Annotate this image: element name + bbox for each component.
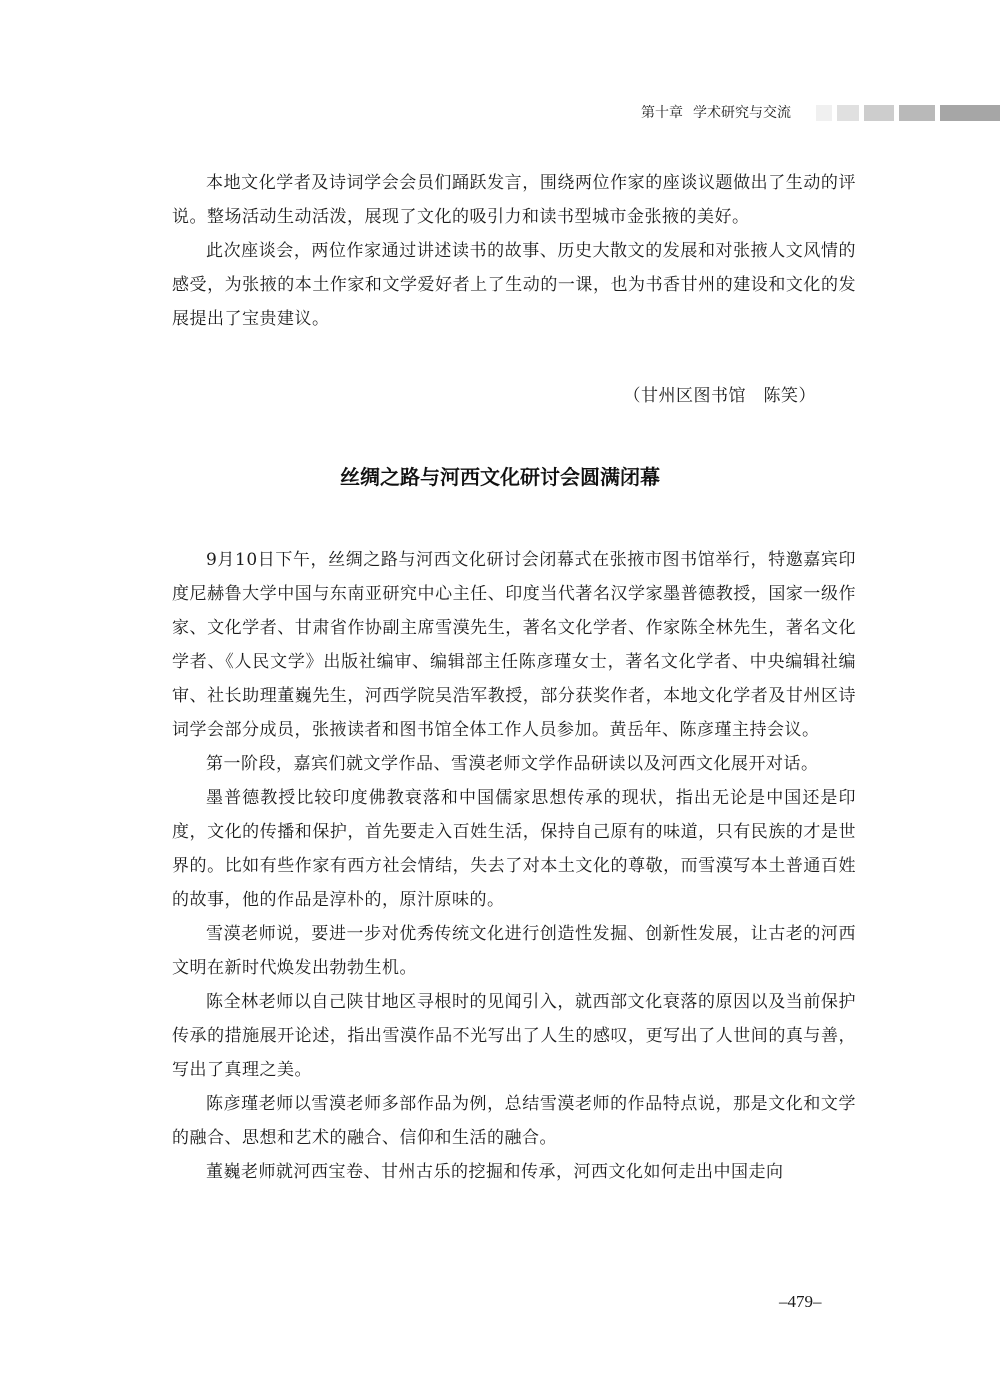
paragraph: 陈彦瑾老师以雪漠老师多部作品为例，总结雪漠老师的作品特点说，那是文化和文学的融合、思想和艺术的融合、信仰和生活的融合。	[172, 1094, 856, 1148]
section-title: 学术研究与交流	[693, 105, 791, 121]
paragraph: 本地文化学者及诗词学会会员们踊跃发言，围绕两位作家的座谈议题做出了生动的评说。整场活动生动活泼，展现了文化的吸引力和读书型城市金张掖的美好。	[172, 173, 856, 227]
paragraph: 董巍老师就河西宝卷、甘州古乐的挖掘和传承，河西文化如何走出中国走向	[206, 1162, 784, 1182]
chapter-number: 第十章	[641, 105, 683, 121]
article-signature: （甘州区图书馆 陈笑）	[623, 386, 816, 406]
running-header	[0, 103, 1000, 123]
chapter-heading	[641, 103, 791, 123]
paragraph: 此次座谈会，两位作家通过讲述读书的故事、历史大散文的发展和对张掖人文风情的感受，为张掖的本土作家和文学爱好者上了生动的一课，也为书香甘州的建设和文化的发展提出了宝贵建议。	[172, 241, 856, 329]
previous-article-ending	[172, 166, 856, 336]
paragraph: 陈全林老师以自己陕甘地区寻根时的见闻引入，就西部文化衰落的原因以及当前保护传承的措施展开论述，指出雪漠作品不光写出了人生的感叹，更写出了人世间的真与善，写出了真理之美。	[172, 992, 856, 1080]
paragraph: 9月10日下午，丝绸之路与河西文化研讨会闭幕式在张掖市图书馆举行，特邀嘉宾印度尼赫鲁大学中国与东南亚研究中心主任、印度当代著名汉学家墨普德教授，国家一级作家、文化学者、甘肃省作协副主席雪漠先生，著名文化学者、作家陈全林先生，著名文化学者、《人民文学》出版社编审、编辑部主任陈彦瑾女士，著名文化学者、中央编辑社编审、社长助理董巍先生，河西学院吴浩军教授，部分获奖作者，本地文化学者及甘州区诗词学会部分成员，张掖读者和图书馆全体工作人员参加。黄岳年、陈彦瑾主持会议。	[172, 550, 856, 740]
paragraph: 墨普德教授比较印度佛教衰落和中国儒家思想传承的现状，指出无论是中国还是印度，文化的传播和保护，首先要走入百姓生活，保持自己原有的味道，只有民族的才是世界的。比如有些作家有西方社会情结，失去了对本土文化的尊敬，而雪漠写本土普通百姓的故事，他的作品是淳朴的，原汁原味的。	[172, 788, 856, 910]
paragraph: 第一阶段，嘉宾们就文学作品、雪漠老师文学作品研读以及河西文化展开对话。	[206, 754, 819, 774]
header-bar-4	[899, 105, 935, 121]
header-bar-5	[940, 105, 1000, 121]
article-body	[172, 543, 856, 1189]
header-bar-3	[864, 105, 894, 121]
header-bar-1	[816, 105, 832, 121]
page-number: –479–	[779, 1292, 822, 1311]
paragraph: 雪漠老师说，要进一步对优秀传统文化进行创造性发掘、创新性发展，让古老的河西文明在新时代焕发出勃勃生机。	[172, 924, 856, 978]
header-bar-2	[837, 105, 859, 121]
article-title: 丝绸之路与河西文化研讨会圆满闭幕	[340, 465, 660, 489]
